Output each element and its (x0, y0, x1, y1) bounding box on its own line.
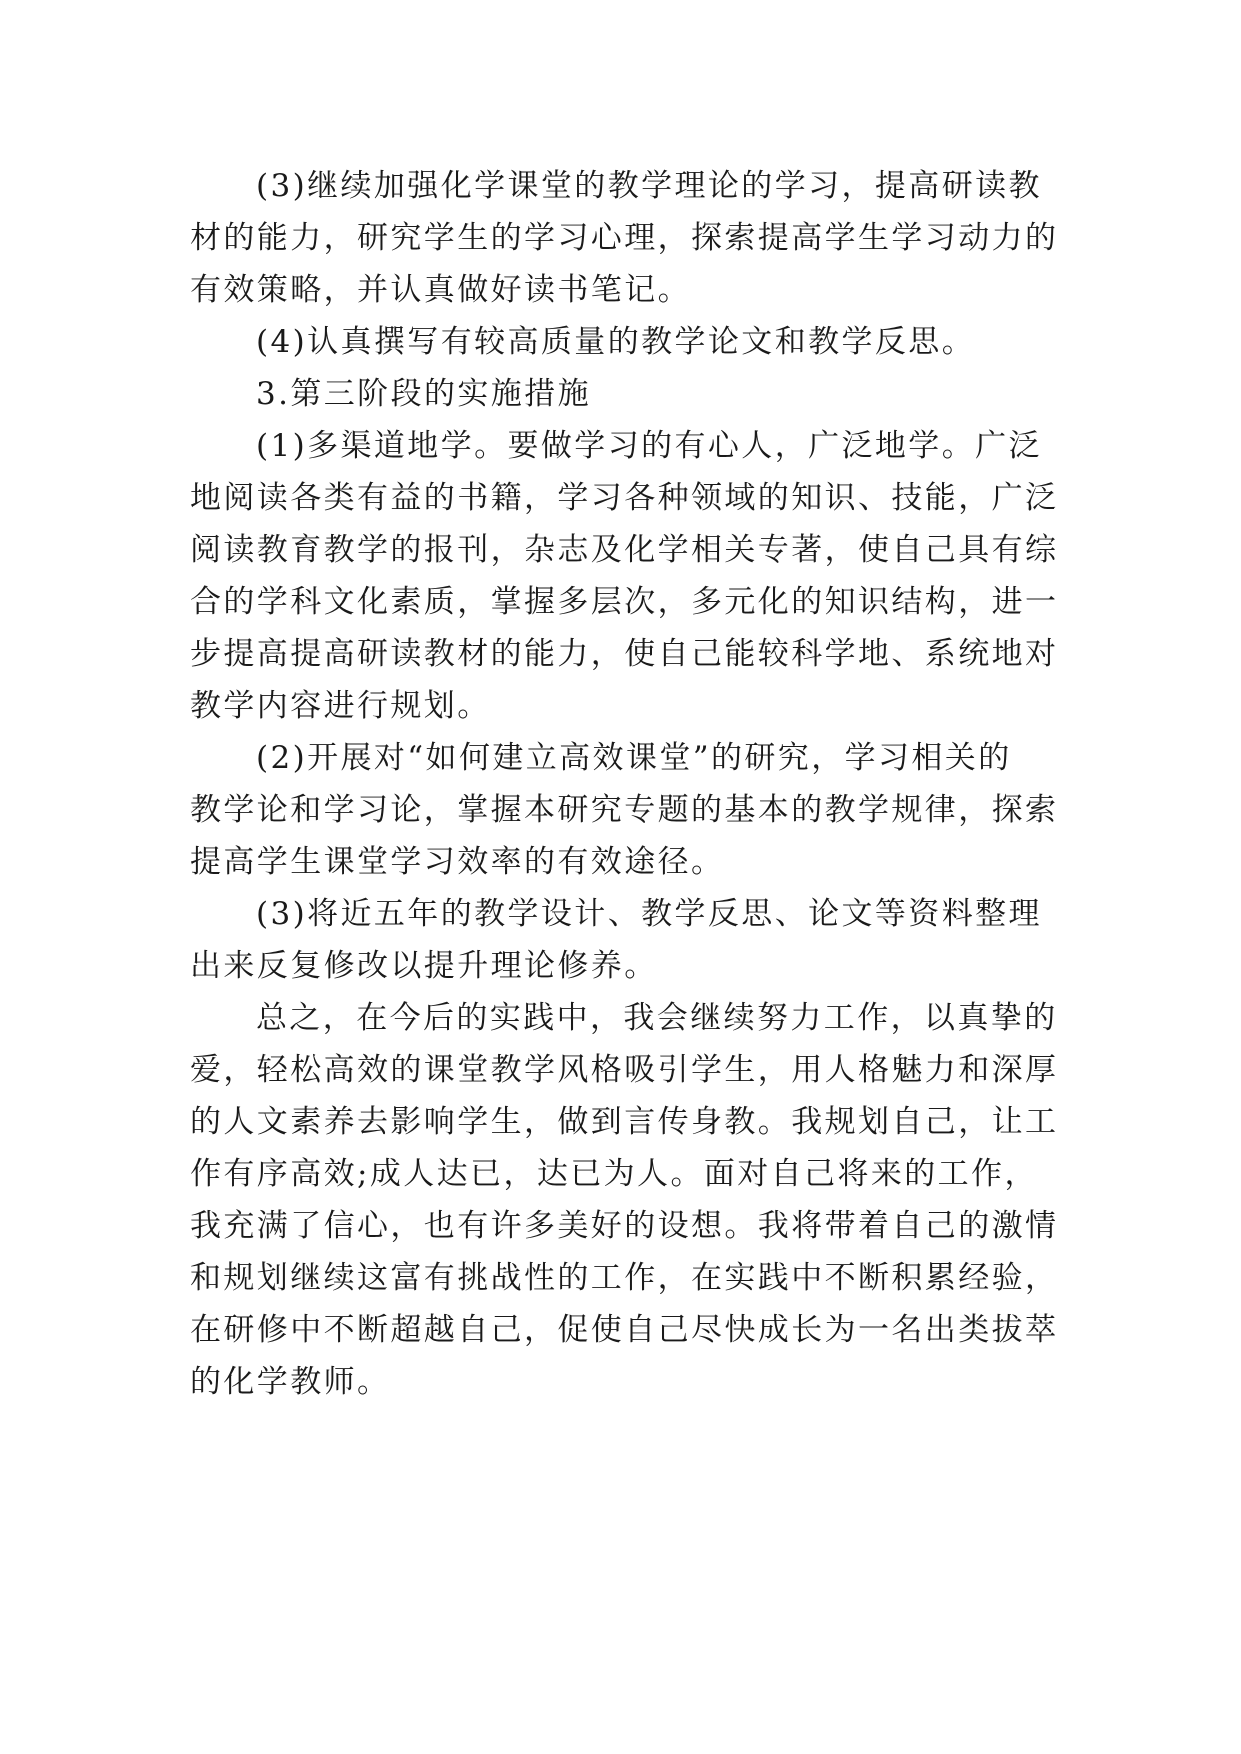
text-line: (2)开展对“如何建立高效课堂”的研究，学习相关的 (256, 740, 1012, 776)
text-line: 教学内容进行规划。 (190, 688, 491, 724)
text-line: 合的学科文化素质，掌握多层次，多元化的知识结构，进一 (190, 584, 1059, 620)
text-line: 出来反复修改以提升理论修养。 (190, 948, 658, 984)
text-line: 的人文素养去影响学生，做到言传身教。我规划自己，让工 (190, 1104, 1059, 1140)
text-line: 爱，轻松高效的课堂教学风格吸引学生，用人格魅力和深厚 (190, 1052, 1059, 1088)
text-line: 材的能力，研究学生的学习心理，探索提高学生学习动力的 (190, 220, 1059, 256)
text-line: 有效策略，并认真做好读书笔记。 (190, 272, 691, 308)
text-line: 我充满了信心，也有许多美好的设想。我将带着自己的激情 (190, 1208, 1059, 1244)
text-line: 提高学生课堂学习效率的有效途径。 (190, 844, 725, 880)
text-line: (3)继续加强化学课堂的教学理论的学习，提高研读教 (256, 168, 1042, 204)
text-line: (3)将近五年的教学设计、教学反思、论文等资料整理 (256, 896, 1042, 932)
text-line: 作有序高效;成人达已，达已为人。面对自己将来的工作， (190, 1156, 1038, 1192)
text-line: 阅读教育教学的报刊，杂志及化学相关专著，使自己具有综 (190, 532, 1059, 568)
text-line: 和规划继续这富有挑战性的工作，在实践中不断积累经验， (190, 1260, 1059, 1296)
text-line: 的化学教师。 (190, 1364, 391, 1400)
text-line: 3.第三阶段的实施措施 (256, 376, 591, 412)
text-line: 教学论和学习论，掌握本研究专题的基本的教学规律，探索 (190, 792, 1059, 828)
document-body (190, 160, 1059, 1408)
text-line: 在研修中不断超越自己，促使自己尽快成长为一名出类拔萃 (190, 1312, 1059, 1348)
text-line: 步提高提高研读教材的能力，使自己能较科学地、系统地对 (190, 636, 1059, 672)
text-line: 地阅读各类有益的书籍，学习各种领域的知识、技能，广泛 (190, 480, 1059, 516)
text-line: 总之，在今后的实践中，我会继续努力工作，以真挚的 (256, 1000, 1058, 1036)
text-line: (1)多渠道地学。要做学习的有心人，广泛地学。广泛 (256, 428, 1042, 464)
text-line: (4)认真撰写有较高质量的教学论文和教学反思。 (256, 324, 976, 360)
